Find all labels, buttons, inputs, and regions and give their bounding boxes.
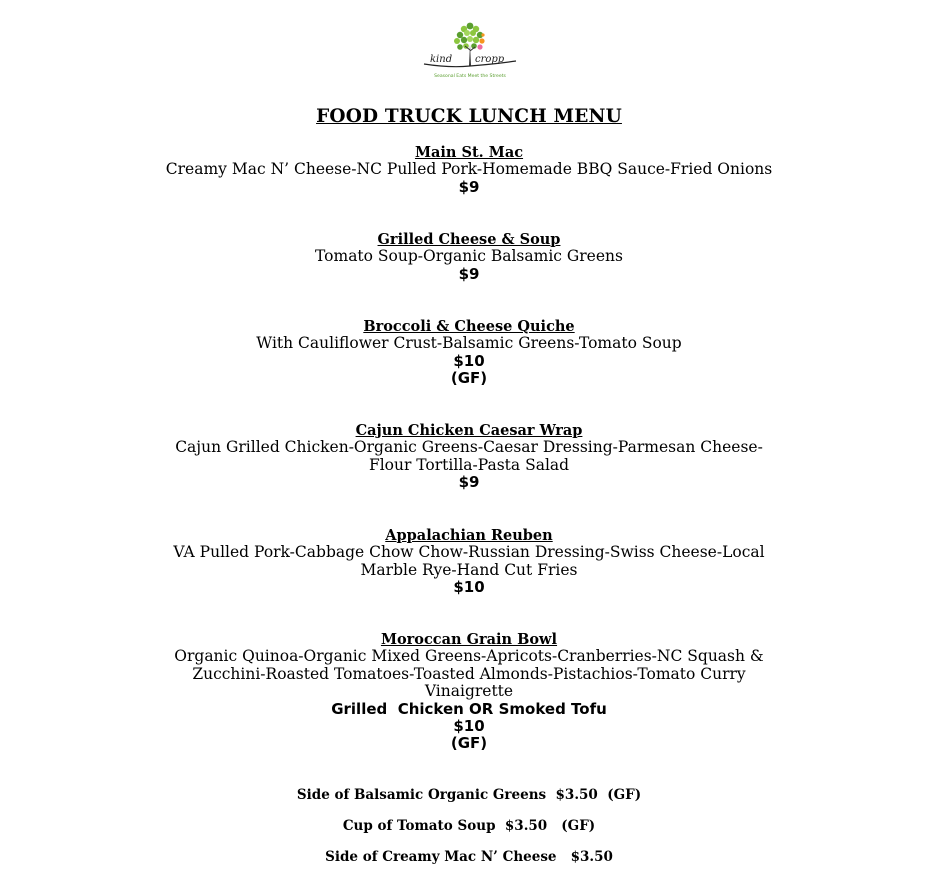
menu-item [0,318,938,388]
protein-option: Grilled Chicken OR Smoked Tofu [331,699,607,718]
menu-item [0,144,938,196]
menu-title: FOOD TRUCK LUNCH MENU [316,106,622,127]
gluten-free-tag: (GF) [450,369,488,388]
logo-tagline: Seasonal Eats Meet the Streets [434,74,506,79]
menu-item-description: Cajun Grilled Chicken-Organic Greens-Caesar Dressing-Parmesan Cheese-Flour Tortilla-Pasta Salad [175,438,763,474]
menu-item [0,422,938,492]
menu-item-description: VA Pulled Pork-Cabbage Chow Chow-Russian Dressing-Swiss Cheese-Local Marble Rye-Hand Cut Fries [173,543,765,579]
tree-logo-icon [420,20,520,82]
menu-item-name: Moroccan Grain Bowl [380,631,558,648]
side-item: Cup of Tomato Soup $3.50 (GF) [342,818,596,834]
menu-item-description: Creamy Mac N’ Cheese-NC Pulled Pork-Homemade BBQ Sauce-Fried Onions [165,160,773,179]
logo-script-right: cropp [475,54,505,65]
menu-item [0,527,938,597]
menu-item-name: Appalachian Reuben [385,527,553,544]
menu-item-price: $10 [453,351,485,370]
gluten-free-tag: (GF) [450,734,488,753]
menu-item-price: $9 [458,264,480,283]
menu-item [0,631,938,753]
menu-item-price: $10 [453,578,485,597]
side-item: Side of Creamy Mac N’ Cheese $3.50 [325,849,613,865]
menu-item-price: $10 [453,717,485,736]
menu-item-description: Tomato Soup-Organic Balsamic Greens [315,247,623,266]
menu-item-name: Grilled Cheese & Soup [377,231,561,248]
menu-item-description: With Cauliflower Crust-Balsamic Greens-Tomato Soup [256,334,682,353]
menu-item-name: Broccoli & Cheese Quiche [363,318,575,335]
menu-item-name: Main St. Mac [414,144,524,161]
logo-script-left: kind [430,54,453,65]
menu-item-price: $9 [458,473,480,492]
menu-item-name: Cajun Chicken Caesar Wrap [355,422,583,439]
side-item: Side of Balsamic Organic Greens $3.50 (GF) [296,787,642,803]
menu-item-description: Organic Quinoa-Organic Mixed Greens-Apricots-Cranberries-NC Squash & Zucchini-Roasted Tomatoes-Toasted Almonds-Pistachios-Tomato Curry Vinaigrette [174,647,764,701]
menu-item-price: $9 [458,177,480,196]
menu-item [0,231,938,283]
kind-cropp-logo [420,20,520,82]
